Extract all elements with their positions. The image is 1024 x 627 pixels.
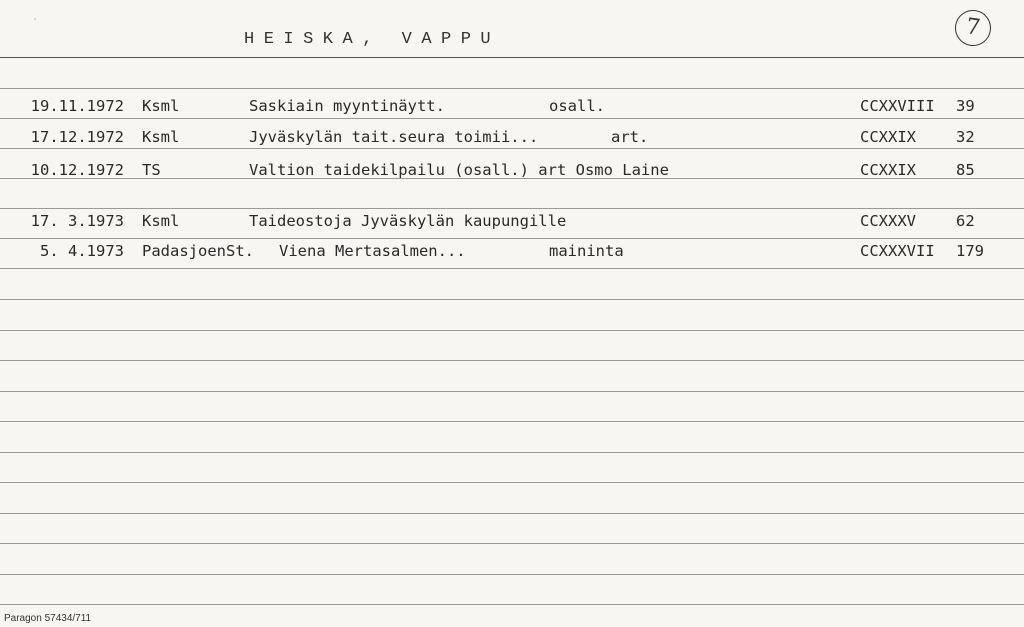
entry-date: 17. 3.1973 [30, 212, 124, 230]
entry-volume: CCXXVIII [860, 97, 935, 115]
rule-line [0, 238, 1024, 239]
entry-row [0, 212, 1024, 232]
rule-line [0, 543, 1024, 544]
rule-line [0, 118, 1024, 119]
entry-date: 10.12.1972 [30, 161, 124, 179]
entry-row [0, 242, 1024, 262]
rule-line [0, 421, 1024, 422]
card-footer: Paragon 57434/711 [4, 613, 92, 624]
card-title: HEISKA, VAPPU [244, 30, 501, 49]
entry-source: Ksml [142, 128, 180, 146]
rule-line [0, 148, 1024, 149]
card-number-circle: 7 [953, 8, 994, 49]
rule-line [0, 574, 1024, 575]
entry-volume: CCXXIX [860, 161, 916, 179]
entry-description: Taideostoja Jyväskylän kaupungille [249, 212, 567, 230]
rule-line [0, 452, 1024, 453]
rule-line [0, 360, 1024, 361]
rule-line [0, 330, 1024, 331]
entry-volume: CCXXXV [860, 212, 916, 230]
entry-row [0, 128, 1024, 148]
entry-page: 179 [956, 242, 984, 260]
entry-page: 62 [956, 212, 975, 230]
entry-row [0, 161, 1024, 181]
rule-line [0, 208, 1024, 209]
entry-source: Ksml [142, 212, 180, 230]
entry-note: osall. [549, 97, 605, 115]
entry-description: Viena Mertasalmen... [279, 242, 466, 260]
entry-source: PadasjoenSt. [142, 242, 254, 260]
entry-source: Ksml [142, 97, 180, 115]
rule-line [0, 88, 1024, 89]
entry-source: TS [142, 161, 161, 179]
entry-row [0, 97, 1024, 117]
entry-page: 85 [956, 161, 975, 179]
rule-line [0, 513, 1024, 514]
rule-line [0, 604, 1024, 605]
entry-description: Saskiain myyntinäytt. [249, 97, 445, 115]
entry-page: 39 [956, 97, 975, 115]
entry-note: art. [611, 128, 649, 146]
paper-speck [34, 18, 36, 20]
entry-date: 5. 4.1973 [40, 242, 124, 260]
rule-line [0, 299, 1024, 300]
rule-line [0, 391, 1024, 392]
entry-volume: CCXXIX [860, 128, 916, 146]
entry-page: 32 [956, 128, 975, 146]
entry-description: Valtion taidekilpailu (osall.) art Osmo Laine [249, 161, 669, 179]
entry-date: 19.11.1972 [30, 97, 124, 115]
header-rule [0, 57, 1024, 58]
entry-note: maininta [549, 242, 624, 260]
rule-line [0, 482, 1024, 483]
entry-description: Jyväskylän tait.seura toimii... [249, 128, 539, 146]
rule-line [0, 268, 1024, 269]
entry-date: 17.12.1972 [30, 128, 124, 146]
entry-volume: CCXXXVII [860, 242, 935, 260]
